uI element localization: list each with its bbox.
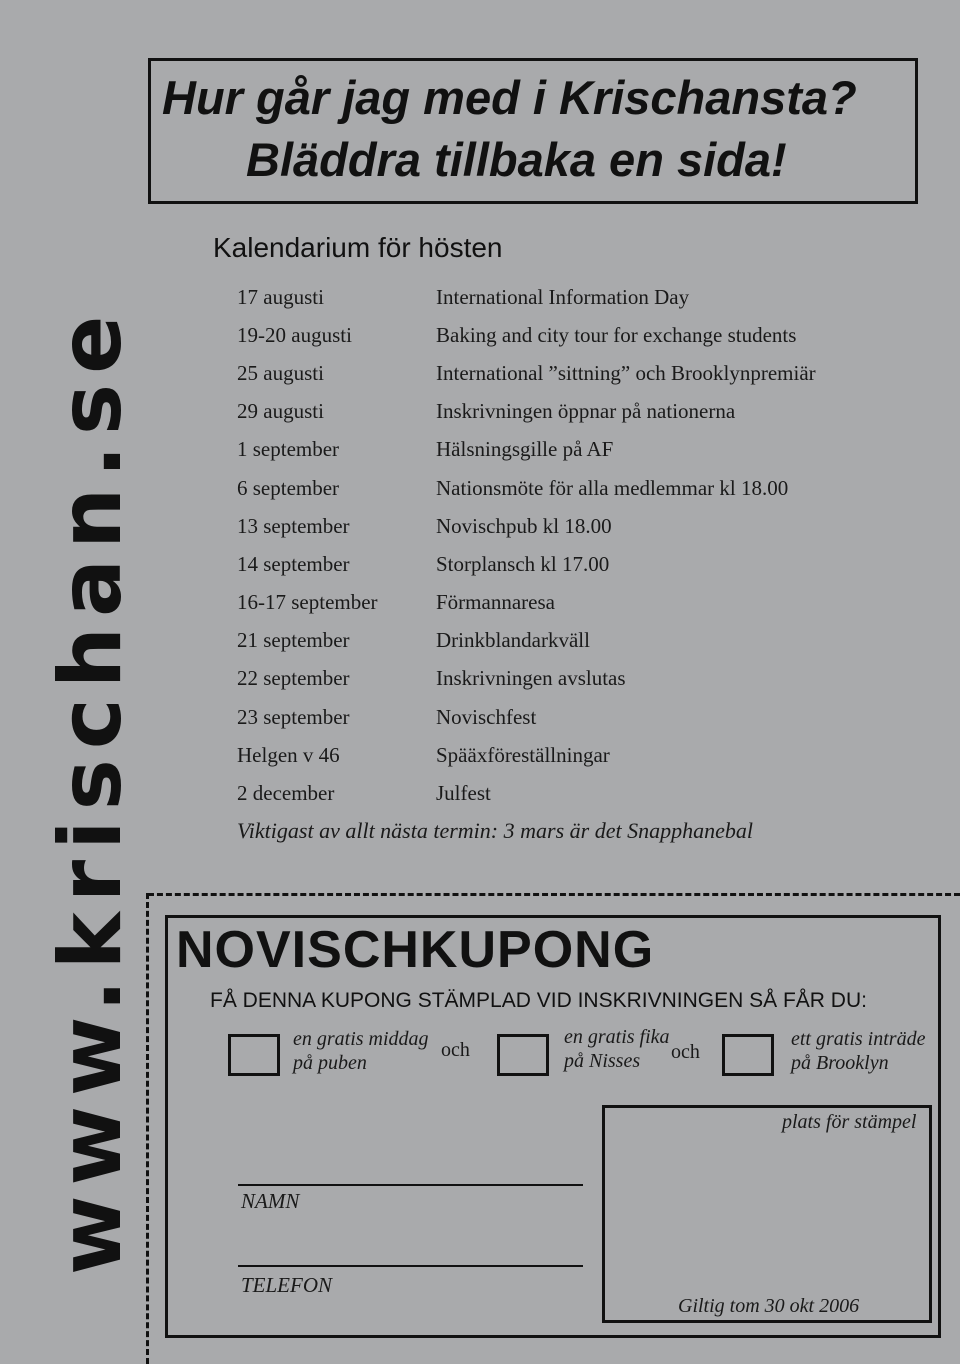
valid-until-label: Giltig tom 30 okt 2006 bbox=[678, 1295, 860, 1317]
calendar-event: Hälsningsgille på AF bbox=[436, 437, 614, 461]
calendar-title: Kalendarium för hösten bbox=[213, 232, 503, 263]
perk-fika bbox=[564, 1025, 670, 1073]
calendar-row bbox=[237, 745, 917, 783]
checkbox-dinner[interactable] bbox=[228, 1034, 280, 1076]
calendar-event: Drinkblandarkväll bbox=[436, 628, 590, 652]
cut-line-vertical bbox=[146, 893, 149, 1364]
calendar-row bbox=[237, 783, 917, 821]
calendar-row bbox=[237, 668, 917, 706]
calendar-row bbox=[237, 439, 917, 477]
calendar-event: International Information Day bbox=[436, 285, 690, 309]
calendar-event: Nationsmöte för alla medlemmar kl 18.00 bbox=[436, 476, 789, 500]
header-question: Hur går jag med i Krischansta? bbox=[162, 71, 857, 124]
perk-entrance bbox=[791, 1027, 925, 1075]
cut-line-horizontal bbox=[148, 893, 960, 896]
calendar-date: 2 december bbox=[237, 781, 335, 805]
calendar-event: Förmannaresa bbox=[436, 590, 555, 614]
header-instruction: Bläddra tillbaka en sida! bbox=[246, 133, 787, 186]
phone-label: TELEFON bbox=[241, 1273, 333, 1297]
phone-input-line[interactable] bbox=[238, 1265, 583, 1267]
calendar-event: International ”sittning” och Brooklynpremiär bbox=[436, 361, 816, 385]
calendar-event: Spääxföreställningar bbox=[436, 743, 610, 767]
calendar-row bbox=[237, 325, 917, 363]
calendar-date: 13 september bbox=[237, 514, 350, 538]
perk-fika-line1: en gratis fika bbox=[564, 1026, 670, 1048]
calendar-row bbox=[237, 554, 917, 592]
conjunction-och: och bbox=[441, 1039, 470, 1061]
name-label: NAMN bbox=[241, 1189, 300, 1213]
name-input-line[interactable] bbox=[238, 1184, 583, 1186]
stamp-area bbox=[602, 1105, 932, 1323]
calendar-footnote: Viktigast av allt nästa termin: 3 mars är det Snapphanebal bbox=[237, 818, 753, 843]
calendar-row bbox=[237, 287, 917, 325]
calendar-event: Novischfest bbox=[436, 705, 537, 729]
perk-entrance-line2: på Brooklyn bbox=[791, 1052, 889, 1074]
perk-dinner bbox=[293, 1027, 429, 1075]
calendar-date: 1 september bbox=[237, 437, 340, 461]
perk-dinner-line2: på puben bbox=[293, 1052, 367, 1074]
calendar-date: 19-20 augusti bbox=[237, 323, 352, 347]
calendar-date: 6 september bbox=[237, 476, 340, 500]
calendar-row bbox=[237, 401, 917, 439]
calendar-date: 25 augusti bbox=[237, 361, 324, 385]
calendar-event: Julfest bbox=[436, 781, 491, 805]
stamp-label: plats för stämpel bbox=[782, 1111, 917, 1133]
calendar-row bbox=[237, 707, 917, 745]
calendar-date: 17 augusti bbox=[237, 285, 324, 309]
calendar-row bbox=[237, 478, 917, 516]
perk-dinner-line1: en gratis middag bbox=[293, 1028, 429, 1050]
website-url-vertical: www.krischan.se bbox=[41, 305, 141, 1275]
perk-fika-line2: på Nisses bbox=[564, 1050, 641, 1072]
coupon-title: NOVISCHKUPONG bbox=[176, 921, 655, 979]
calendar-date: 16-17 september bbox=[237, 590, 378, 614]
calendar-date: 14 september bbox=[237, 552, 350, 576]
perk-entrance-line1: ett gratis inträde bbox=[791, 1028, 926, 1050]
conjunction-och: och bbox=[671, 1041, 700, 1063]
calendar-event: Novischpub kl 18.00 bbox=[436, 514, 612, 538]
calendar-date: 22 september bbox=[237, 666, 350, 690]
calendar-date: 23 september bbox=[237, 705, 350, 729]
calendar-event: Baking and city tour for exchange students bbox=[436, 323, 797, 347]
calendar-row bbox=[237, 592, 917, 630]
checkbox-entrance[interactable] bbox=[722, 1034, 774, 1076]
calendar-row bbox=[237, 363, 917, 401]
calendar-event: Inskrivningen öppnar på nationerna bbox=[436, 399, 736, 423]
coupon-subtitle: FÅ DENNA KUPONG STÄMPLAD VID INSKRIVNINGEN SÅ FÅR DU: bbox=[210, 989, 867, 1012]
calendar-date: 21 september bbox=[237, 628, 350, 652]
calendar-event: Inskrivningen avslutas bbox=[436, 666, 626, 690]
calendar-date: 29 augusti bbox=[237, 399, 324, 423]
calendar-event: Storplansch kl 17.00 bbox=[436, 552, 610, 576]
calendar-date: Helgen v 46 bbox=[237, 743, 340, 767]
calendar-row bbox=[237, 630, 917, 668]
calendar-row bbox=[237, 516, 917, 554]
checkbox-fika[interactable] bbox=[497, 1034, 549, 1076]
